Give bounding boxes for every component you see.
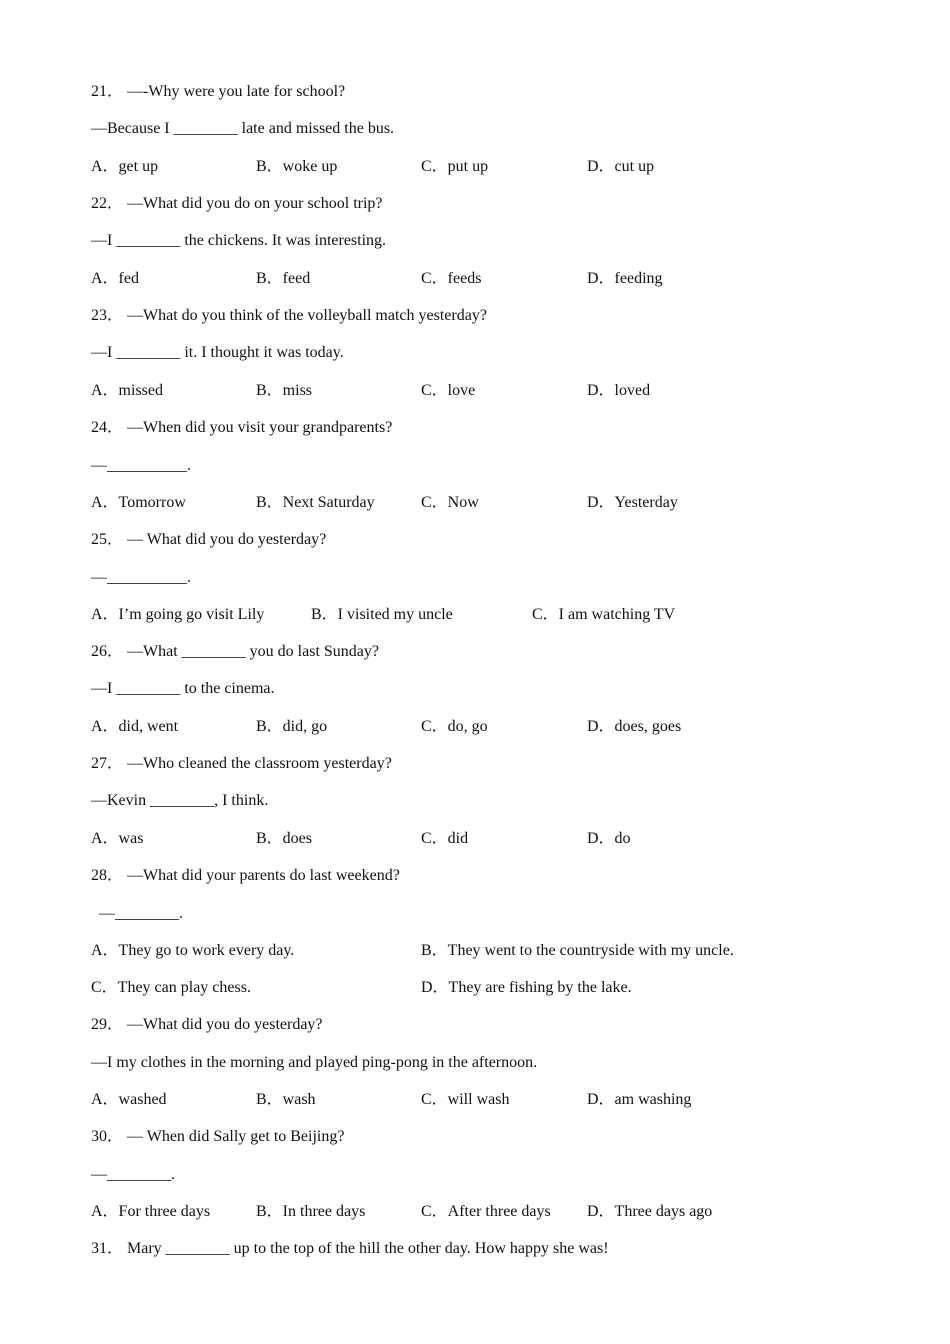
question-25-option-c: C．I am watching TV xyxy=(532,606,676,623)
question-27-option-b: B．does xyxy=(256,830,313,847)
question-27-option-a: A．was xyxy=(91,830,144,847)
question-24-stem: 24． —When did you visit your grandparents? xyxy=(91,419,393,436)
question-30-reply: —________. xyxy=(91,1166,175,1183)
question-24-reply: —__________. xyxy=(91,457,191,474)
question-23-stem: 23． —What do you think of the volleyball match yesterday? xyxy=(91,307,487,324)
question-28-option-d: D．They are fishing by the lake. xyxy=(421,979,632,996)
question-25-option-a: A．I’m going go visit Lily xyxy=(91,606,265,623)
question-26-reply: —I ________ to the cinema. xyxy=(91,680,275,697)
question-23-option-c: C．love xyxy=(421,382,476,399)
question-22-stem: 22． —What did you do on your school trip? xyxy=(91,195,383,212)
question-28-option-c: C．They can play chess. xyxy=(91,979,251,996)
question-22-option-a: A．fed xyxy=(91,270,139,287)
question-30-option-c: C．After three days xyxy=(421,1203,551,1220)
question-23-option-d: D．loved xyxy=(587,382,651,399)
question-22-option-d: D．feeding xyxy=(587,270,663,287)
question-29-reply: —I my clothes in the morning and played ping-pong in the afternoon. xyxy=(91,1054,538,1071)
question-27-reply: —Kevin ________, I think. xyxy=(91,792,269,809)
question-25-reply: —__________. xyxy=(91,569,191,586)
question-21-option-d: D．cut up xyxy=(587,158,655,175)
question-21-reply: —Because I ________ late and missed the bus. xyxy=(91,120,395,137)
question-28-option-a: A．They go to work every day. xyxy=(91,942,295,959)
question-24-option-a: A．Tomorrow xyxy=(91,494,186,511)
question-29-option-b: B．wash xyxy=(256,1091,316,1108)
question-26-option-d: D．does, goes xyxy=(587,718,682,735)
question-30-option-a: A．For three days xyxy=(91,1203,211,1220)
question-27-option-c: C．did xyxy=(421,830,469,847)
question-22-option-c: C．feeds xyxy=(421,270,482,287)
question-25-stem: 25． — What did you do yesterday? xyxy=(91,531,327,548)
question-21-option-c: C．put up xyxy=(421,158,489,175)
question-28-option-b: B．They went to the countryside with my uncle. xyxy=(421,942,734,959)
question-27-stem: 27． —Who cleaned the classroom yesterday? xyxy=(91,755,392,772)
question-21-stem: 21． —-Why were you late for school? xyxy=(91,83,346,100)
question-23-option-a: A．missed xyxy=(91,382,164,399)
question-25-option-b: B．I visited my uncle xyxy=(311,606,453,623)
question-29-option-c: C．will wash xyxy=(421,1091,510,1108)
question-30-option-d: D．Three days ago xyxy=(587,1203,713,1220)
question-22-reply: —I ________ the chickens. It was interesting. xyxy=(91,232,387,249)
question-28-stem: 28． —What did your parents do last weekend? xyxy=(91,867,400,884)
question-26-option-a: A．did, went xyxy=(91,718,179,735)
question-23-reply: —I ________ it. I thought it was today. xyxy=(91,344,344,361)
question-29-stem: 29． —What did you do yesterday? xyxy=(91,1016,323,1033)
question-26-option-c: C．do, go xyxy=(421,718,488,735)
question-24-option-b: B．Next Saturday xyxy=(256,494,375,511)
question-23-option-b: B．miss xyxy=(256,382,313,399)
question-27-option-d: D．do xyxy=(587,830,631,847)
question-29-option-d: D．am washing xyxy=(587,1091,692,1108)
question-30-stem: 30． — When did Sally get to Beijing? xyxy=(91,1128,345,1145)
question-28-reply: —________. xyxy=(99,905,183,922)
question-22-option-b: B．feed xyxy=(256,270,311,287)
question-29-option-a: A．washed xyxy=(91,1091,167,1108)
question-26-option-b: B．did, go xyxy=(256,718,328,735)
question-24-option-d: D．Yesterday xyxy=(587,494,678,511)
question-26-stem: 26． —What ________ you do last Sunday? xyxy=(91,643,379,660)
question-30-option-b: B．In three days xyxy=(256,1203,366,1220)
question-24-option-c: C．Now xyxy=(421,494,479,511)
question-21-option-b: B．woke up xyxy=(256,158,338,175)
question-31-stem: 31． Mary ________ up to the top of the hill the other day. How happy she was! xyxy=(91,1240,609,1257)
question-21-option-a: A．get up xyxy=(91,158,159,175)
